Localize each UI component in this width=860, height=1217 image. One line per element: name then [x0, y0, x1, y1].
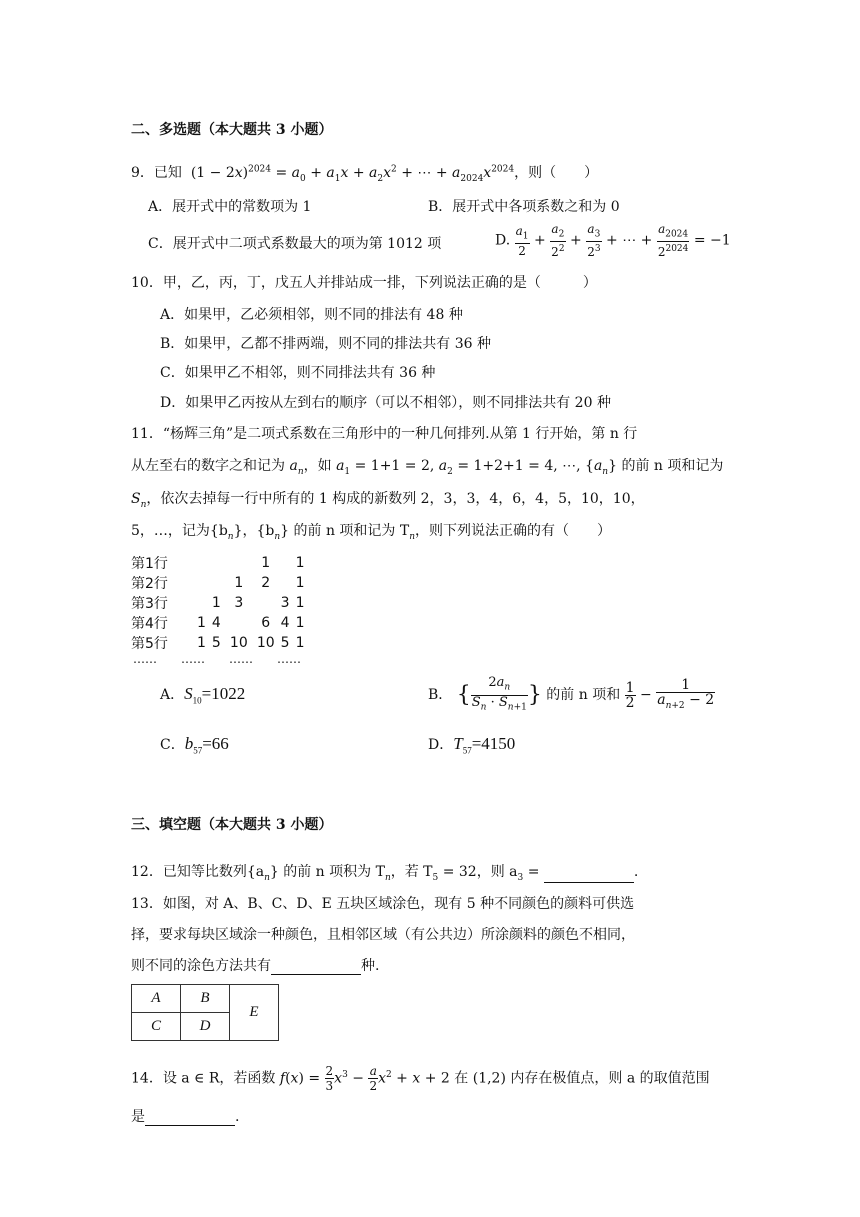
question-14-line-1: 14．设 a ∈ R，若函数 f(x) = $\frac{2}{3}$ $x^3$ − $\frac{a}{2}$ $x^2 + x + 2$ 在 (1,2) 内存在极值点，则 a 的取值范围	[131, 1064, 710, 1093]
question-11-line-3: $S_n$，依次去掉每一行中所有的 1 构成的新数列 2，3，3，4，6，4，5，10，10，	[131, 491, 645, 510]
question-12-part-4: = 32，则 a	[438, 864, 518, 880]
triangle-number: 1	[234, 575, 244, 591]
question-14-line-2-text: 是	[131, 1109, 145, 1125]
section-title-fill-in: 三、填空题（本大题共 3 小题）	[131, 817, 333, 833]
triangle-number: 2	[261, 575, 271, 591]
question-11-option-c[interactable]: C．$b_{57}=66$	[160, 734, 229, 756]
question-9-stem	[131, 162, 598, 184]
triangle-number: 1	[261, 555, 271, 571]
question-11-line-4: 5，…，记为$\{b_n\}$，$\{b_n\}$ 的前 n 项和记为 $T_n$，则下列说法正确的有（ ）	[131, 523, 612, 542]
question-11-line-2-tail: 的前 n 项和记为	[621, 458, 724, 474]
question-11-option-c-value: =66	[202, 734, 229, 753]
question-12: 12．已知等比数列$\{a_n\}$ 的前 n 项积为 $T_n$，若 $T_5 = 32$，则 $a_3$ = .	[131, 864, 639, 883]
triangle-number: 4	[211, 615, 221, 631]
question-13-line-3-text: 则不同的涂色方法共有	[131, 958, 271, 974]
question-10-option-a[interactable]: A．如果甲，乙必须相邻，则不同的排法有 48 种	[160, 307, 463, 323]
question-9-tail: ，则（ ）	[514, 165, 599, 181]
question-14-answer-blank[interactable]	[145, 1111, 235, 1126]
triangle-number: 1	[295, 575, 305, 591]
triangle-ellipsis: …… …… …… ……	[133, 652, 302, 666]
question-12-end: .	[633, 864, 639, 880]
question-11-option-c-label: C．	[160, 737, 185, 753]
question-13-line-3-end: 种.	[361, 958, 380, 974]
triangle-number: 1	[211, 595, 221, 611]
triangle-number: 3	[234, 595, 244, 611]
question-11-line-1: 11．“杨辉三角”是二项式系数在三角形中的一种几何排列.从第 1 行开始，第 n 行	[131, 426, 638, 442]
region-b: B	[181, 985, 230, 1013]
question-11-line-2-text: 从左至右的数字之和记为	[131, 458, 285, 474]
question-9-option-d-label: D.	[495, 232, 511, 249]
question-9-number: 9．已知	[131, 165, 182, 181]
region-c: C	[132, 1013, 181, 1041]
question-11-line-2: 从左至右的数字之和记为 $a_n$，如 $a_1 = 1+1 = 2$, $a_2 = 1+2+1 = 4$, ⋯, $\{a_n\}$ 的前 n 项和记为	[131, 458, 724, 477]
triangle-row-label: 第3行	[131, 596, 168, 612]
question-13-line-1: 13．如图，对 A、B、C、D、E 五块区域涂色，现有 5 种不同颜色的颜料可供选	[131, 896, 635, 912]
question-10-option-c[interactable]: C．如果甲乙不相邻，则不同排法共有 36 种	[160, 365, 436, 381]
question-14-end: .	[235, 1109, 240, 1125]
triangle-number: 4	[280, 615, 290, 631]
triangle-number: 1	[295, 635, 305, 651]
triangle-number: 1	[197, 635, 206, 651]
question-13-line-2: 择，要求每块区域涂一种颜色，且相邻区域（有公共边）所涂颜料的颜色不相同，	[131, 927, 635, 943]
question-10-option-b[interactable]: B．如果甲，乙都不排两端，则不同的排法共有 36 种	[160, 336, 492, 352]
question-9-option-b[interactable]: B．展开式中各项系数之和为 0	[428, 199, 620, 215]
region-d: D	[181, 1013, 230, 1041]
question-11-line-4-a: 5，…，记为{b	[131, 523, 228, 539]
triangle-number: 1	[197, 615, 206, 631]
triangle-number: 10	[256, 635, 275, 651]
question-14-line-1-start: 14．设 a ∈ R，若函数	[131, 1070, 276, 1087]
question-14-line-2	[131, 1106, 239, 1126]
question-11-line-4-d: ，则下列说法正确的有（ ）	[415, 523, 612, 539]
yanghui-triangle-table	[131, 553, 311, 653]
question-11-option-d-label: D．	[428, 737, 454, 753]
question-11-option-b-middle: 的前 n 项和	[546, 687, 621, 704]
region-a: A	[132, 985, 181, 1013]
question-9-option-c[interactable]: C．展开式中二项式系数最大的项为第 1012 项	[148, 236, 442, 252]
question-12-part-1: 12．已知等比数列{a	[131, 864, 265, 880]
triangle-number: 3	[280, 595, 290, 611]
question-12-part-3: ，若 T	[390, 864, 433, 880]
question-11-option-a[interactable]: A．$S_{10}=1022$	[160, 684, 246, 706]
question-9-formula: $(1 - 2x)^{2024} = a_0 + a_1x + a_2x^2$ + ⋯ + $a_{2024}x^{2024}$	[186, 164, 515, 184]
question-11-option-b[interactable]: B． { $\frac{2a_n}{S_n \cdot S_{n+1}}$ } 的前 n 项和 $\frac{1}{2}$ − $\frac{1}{a_{n+2} - 2}$	[428, 675, 715, 713]
question-11-option-d[interactable]: D．$T_{57}=4150$	[428, 734, 516, 756]
question-13-answer-blank[interactable]	[271, 960, 361, 975]
triangle-number: 5	[211, 635, 221, 651]
question-9-option-a[interactable]: A．展开式中的常数项为 1	[148, 199, 312, 215]
triangle-row	[131, 573, 311, 593]
triangle-row-label: 第1行	[131, 556, 168, 572]
question-11-line-3-text: ，依次去掉每一行中所有的 1 构成的新数列 2，3，3，4，6，4，5，10，10，	[146, 491, 645, 507]
question-14-line-1-end: 在 (1,2) 内存在极值点，则 a 的取值范围	[454, 1070, 710, 1087]
question-11-option-a-label: A．	[160, 687, 185, 703]
question-12-part-2: } 的前 n 项积为 T	[269, 864, 385, 880]
triangle-number: 5	[280, 635, 290, 651]
triangle-row	[131, 613, 311, 633]
triangle-number: 1	[295, 555, 305, 571]
triangle-row-label: 第2行	[131, 576, 168, 592]
question-12-answer-blank[interactable]	[544, 868, 634, 883]
question-10-option-d[interactable]: D．如果甲乙丙按从左到右的顺序（可以不相邻），则不同排法共有 20 种	[160, 395, 611, 411]
triangle-row-label: 第5行	[131, 636, 168, 652]
triangle-row	[131, 553, 311, 573]
triangle-row-label: 第4行	[131, 616, 168, 632]
triangle-row	[131, 593, 311, 613]
question-10-stem: 10．甲，乙，丙，丁，戊五人并排站成一排，下列说法正确的是（ ）	[131, 275, 597, 291]
question-11-option-a-value: =1022	[201, 684, 246, 703]
coloring-region-figure	[131, 984, 279, 1041]
question-11-option-b-label: B．	[428, 687, 453, 704]
question-11-option-d-value: =4150	[471, 734, 516, 753]
triangle-number: 6	[261, 615, 271, 631]
triangle-number: 1	[295, 615, 305, 631]
question-13-line-3	[131, 955, 379, 975]
question-12-part-5: =	[523, 864, 540, 880]
question-9-option-d[interactable]: D. $\frac{a_1}{2}$ + $\frac{a_2}{2^2}$ + $\frac{a_3}{2^3}$ + ⋯ + $\frac{a_{2024}}{2^{2024}}$ = −1	[495, 222, 731, 260]
region-e: E	[230, 985, 279, 1041]
section-title-multiple-choice: 二、多选题（本大题共 3 小题）	[131, 122, 333, 138]
question-11-line-4-b: }，{b	[233, 523, 275, 539]
triangle-number: 10	[229, 635, 248, 651]
triangle-number: 1	[295, 595, 305, 611]
question-11-line-4-c: } 的前 n 项和记为 T	[280, 523, 410, 539]
